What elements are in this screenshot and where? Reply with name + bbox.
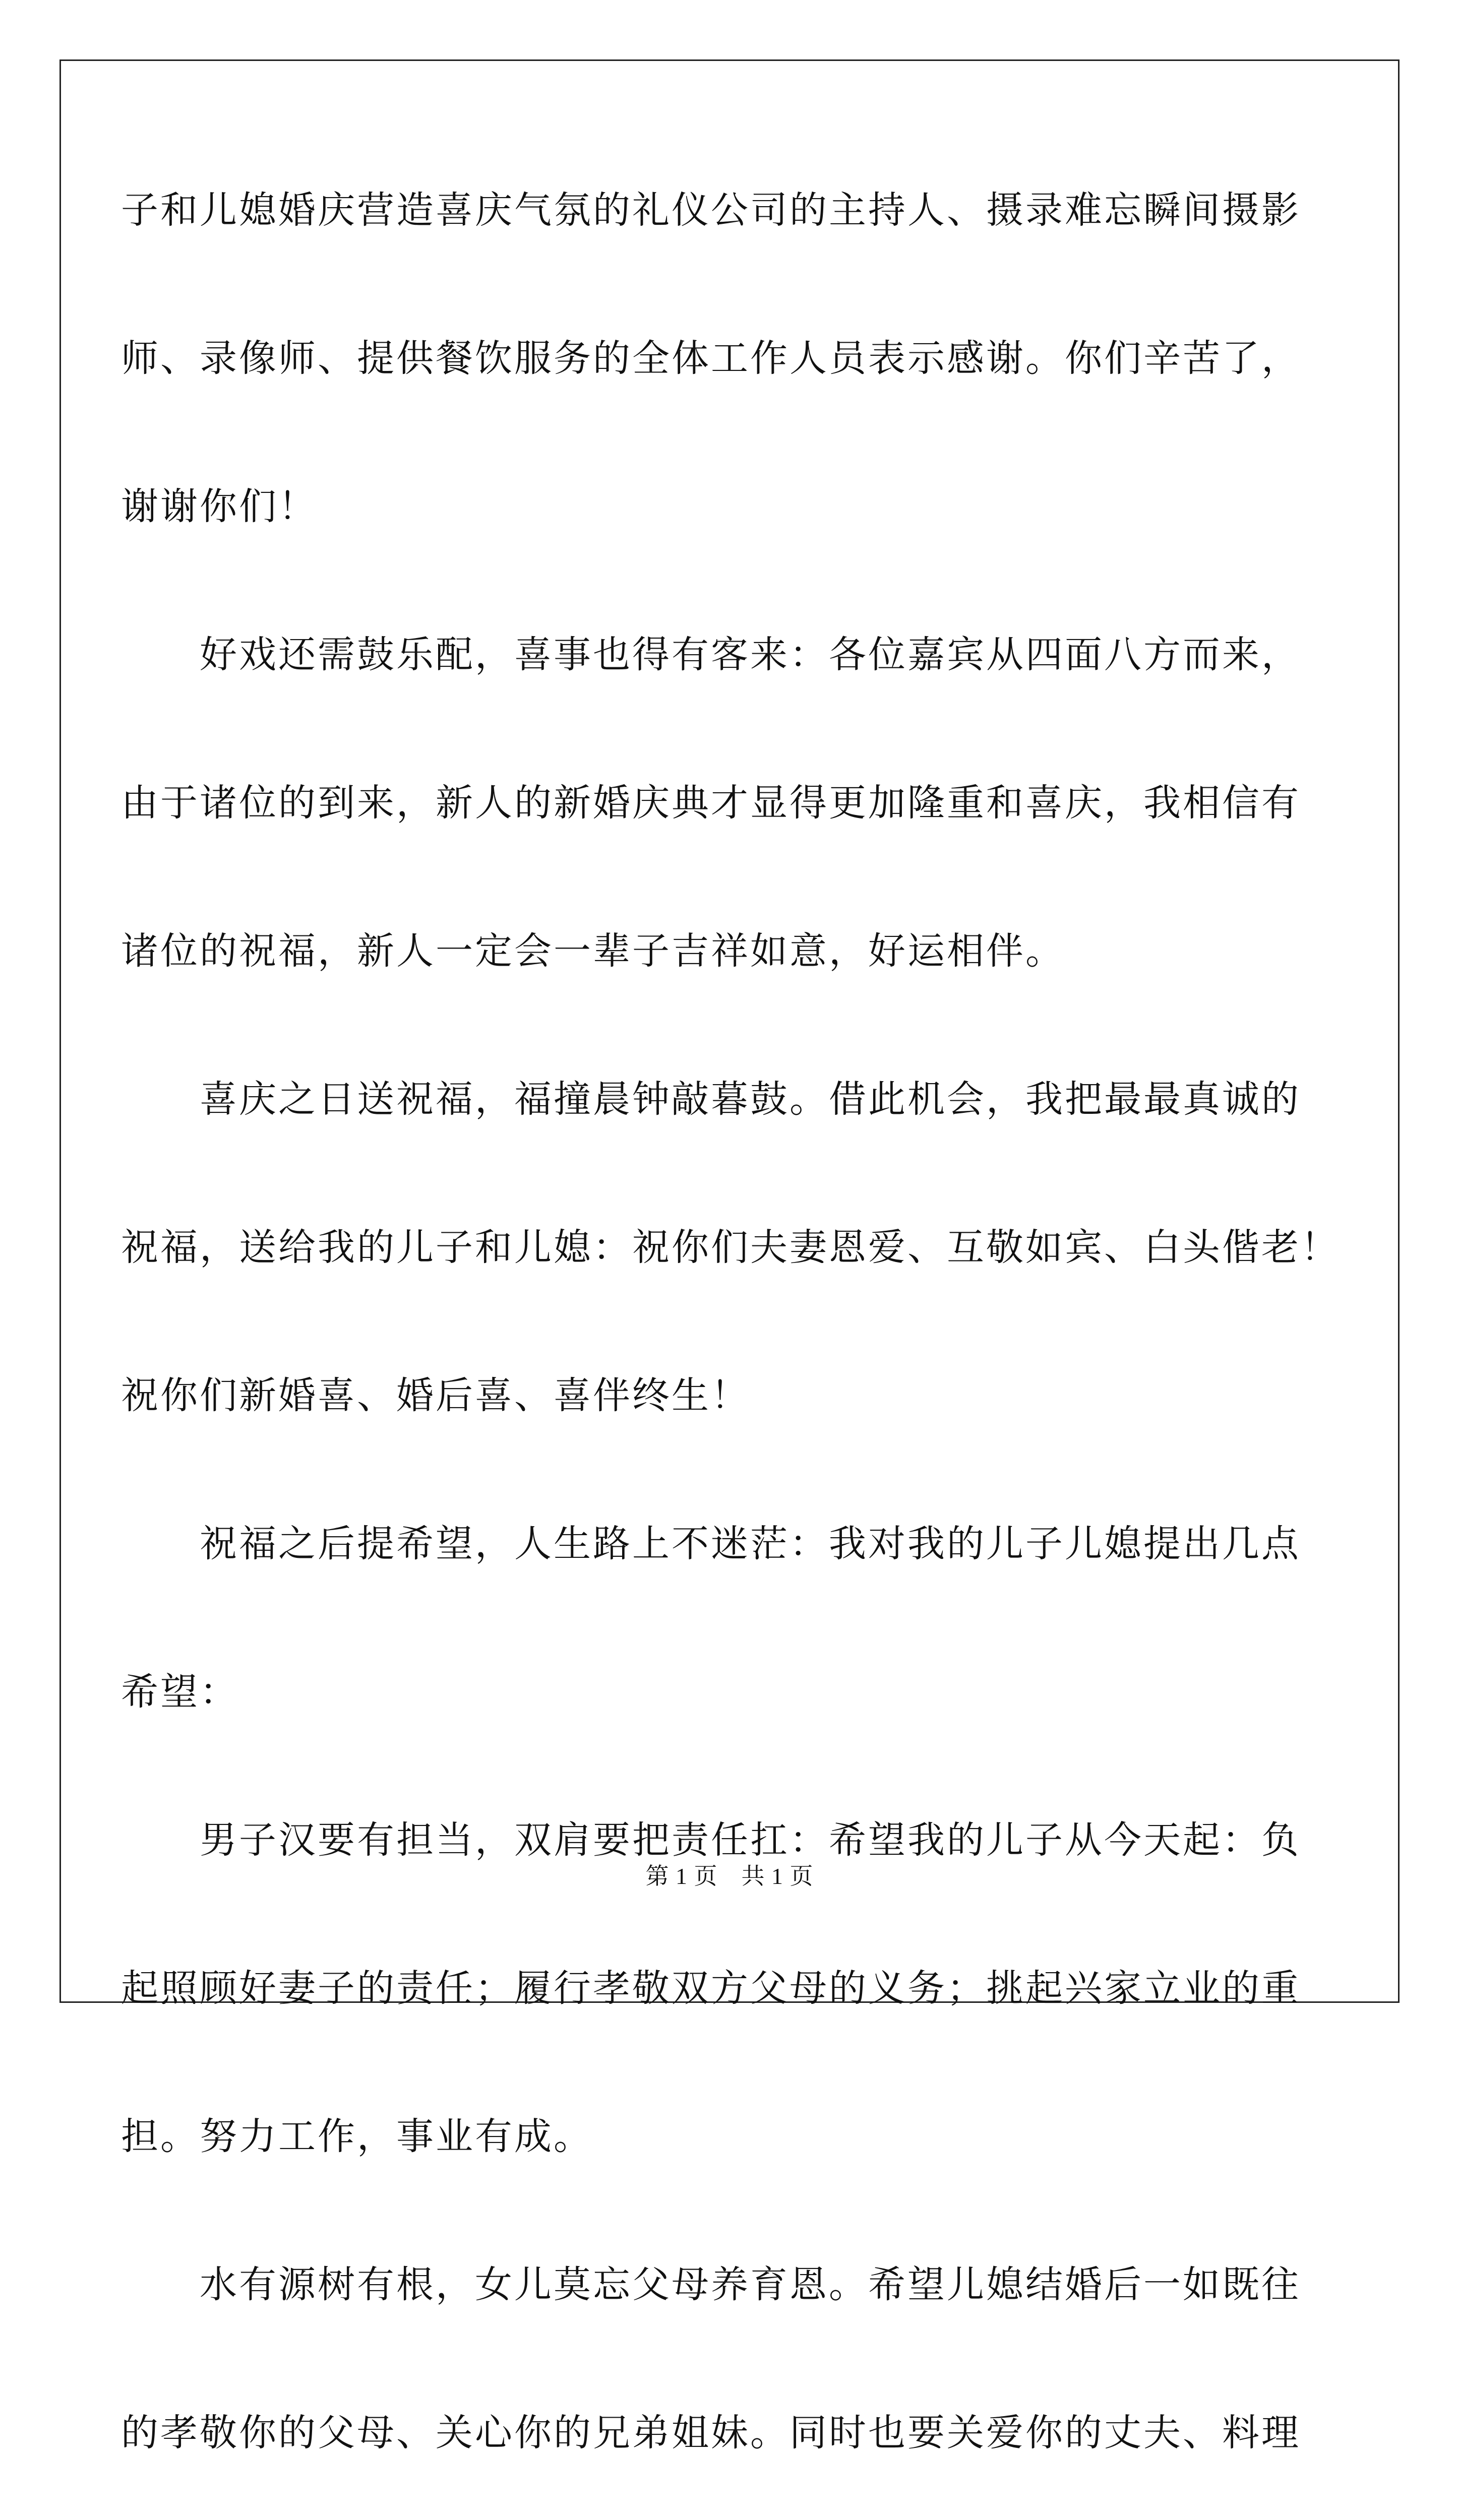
text-line: 祝福，送给我的儿子和儿媳：祝你们夫妻恩爱、互敬如宾、白头偕老！: [121, 1226, 1340, 1269]
text-line: 祝福之后提希望，人生路上不迷茫：我对我的儿子儿媳提出几点: [121, 1522, 1301, 1565]
text-line: 希望：: [121, 1670, 239, 1714]
text-line: 水有源树有根，女儿莫忘父母养育恩。希望儿媳结婚后一如既往: [121, 2263, 1301, 2306]
text-line: 由于诸位的到来，新人的新婚庆典才显得更加隆重和喜庆，我相信有: [121, 781, 1301, 825]
text-line: 诸位的祝福，新人一定会一辈子吉祥如意，好运相伴。: [121, 929, 1065, 973]
text-line: 子和儿媳婚庆营造喜庆气氛的礼仪公司的主持人、摄录难忘瞬间摄影: [121, 188, 1301, 232]
text-line: 担。努力工作，事业有成。: [121, 2115, 593, 2158]
text-line: 师、录像师、提供餐饮服务的全体工作人员表示感谢。你们辛苦了，: [121, 337, 1301, 380]
text-line: 男子汉要有担当，双肩要把责任扛：希望我的儿子从今天起：负: [121, 1818, 1301, 1862]
text-line: 谢谢你们！: [121, 485, 318, 528]
text-line: 喜庆之日送祝福，福撞晨钟敲暮鼓。借此机会，我把最最真诚的: [121, 1078, 1301, 1121]
text-line: 祝你们新婚喜、婚后喜、喜伴终生！: [121, 1374, 750, 1417]
page-number-footer: 第 1 页 共 1 页: [645, 1863, 814, 1889]
text-line: 起照顾好妻子的责任；履行孝敬双方父母的义务；挑起兴家立业的重: [121, 1967, 1301, 2010]
text-line: 的孝敬你的父母、关心你的兄弟姐妹。同时也要关爱你的丈夫、料理: [121, 2411, 1301, 2454]
document-body: [121, 188, 1340, 2520]
text-line: 好戏还需鼓乐配，喜事也得有客来：各位嘉宾从四面八方而来，: [121, 633, 1301, 676]
